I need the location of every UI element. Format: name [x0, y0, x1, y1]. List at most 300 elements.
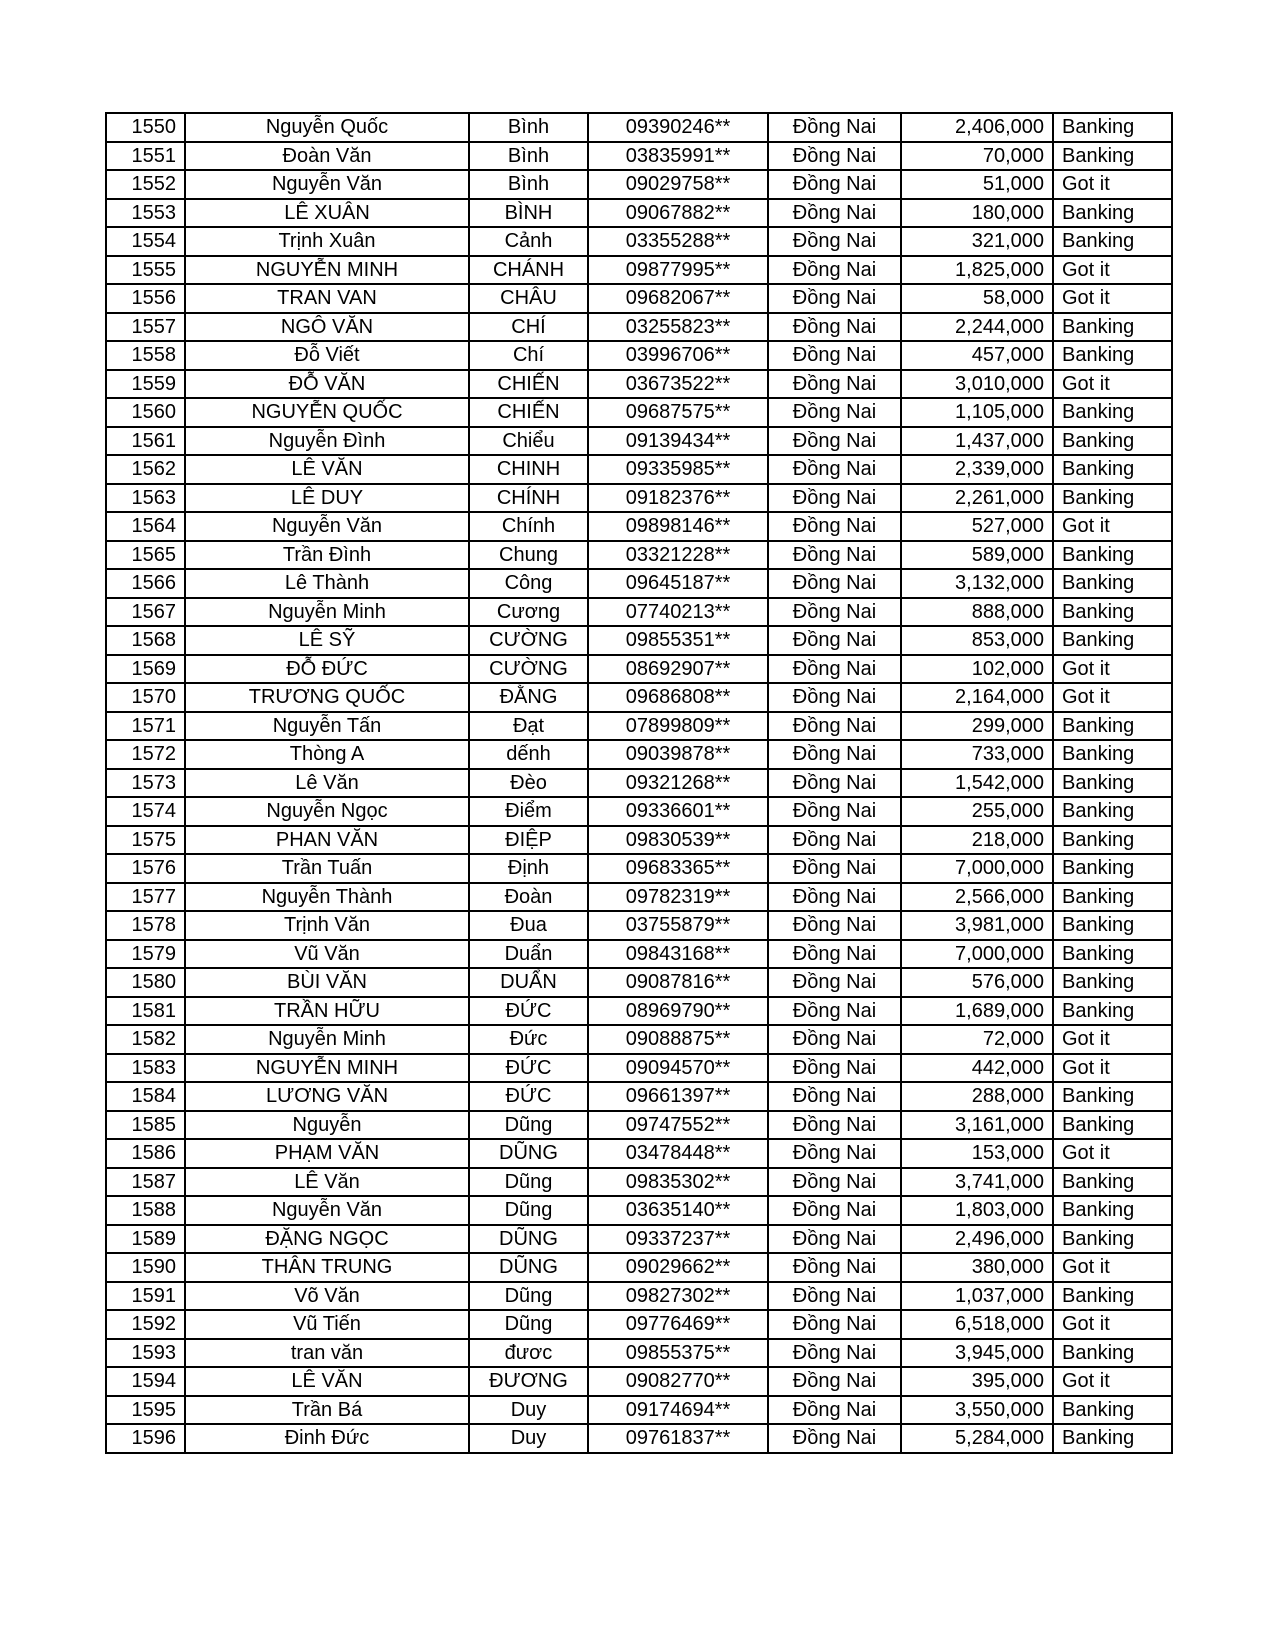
- amount-cell: 3,550,000: [901, 1396, 1053, 1425]
- row-number-cell: 1554: [106, 227, 185, 256]
- last-middle-name-cell: BÙI VĂN: [185, 968, 469, 997]
- row-number-cell: 1566: [106, 569, 185, 598]
- amount-cell: 153,000: [901, 1139, 1053, 1168]
- table-row: [106, 655, 1172, 684]
- last-middle-name-cell: Trần Bá: [185, 1396, 469, 1425]
- payment-method-cell: Banking: [1053, 1424, 1172, 1453]
- table-row: [106, 940, 1172, 969]
- first-name-cell: Đoàn: [469, 883, 588, 912]
- amount-cell: 2,339,000: [901, 455, 1053, 484]
- last-middle-name-cell: Nguyễn Minh: [185, 1025, 469, 1054]
- last-middle-name-cell: NGUYỄN MINH: [185, 256, 469, 285]
- first-name-cell: Dũng: [469, 1111, 588, 1140]
- row-number-cell: 1567: [106, 598, 185, 627]
- province-cell: Đồng Nai: [768, 1082, 901, 1111]
- last-middle-name-cell: Thòng A: [185, 740, 469, 769]
- amount-cell: 1,803,000: [901, 1196, 1053, 1225]
- amount-cell: 2,566,000: [901, 883, 1053, 912]
- province-cell: Đồng Nai: [768, 455, 901, 484]
- phone-number-cell: 07899809**: [588, 712, 768, 741]
- row-number-cell: 1569: [106, 655, 185, 684]
- row-number-cell: 1589: [106, 1225, 185, 1254]
- phone-number-cell: 09776469**: [588, 1310, 768, 1339]
- row-number-cell: 1552: [106, 170, 185, 199]
- row-number-cell: 1555: [106, 256, 185, 285]
- amount-cell: 70,000: [901, 142, 1053, 171]
- table-row: [106, 455, 1172, 484]
- table-row: [106, 398, 1172, 427]
- last-middle-name-cell: LÊ VĂN: [185, 1367, 469, 1396]
- last-middle-name-cell: LÊ DUY: [185, 484, 469, 513]
- payment-method-cell: Banking: [1053, 968, 1172, 997]
- phone-number-cell: 09827302**: [588, 1282, 768, 1311]
- payment-method-cell: Banking: [1053, 113, 1172, 142]
- phone-number-cell: 03755879**: [588, 911, 768, 940]
- table-row: [106, 1367, 1172, 1396]
- phone-number-cell: 03321228**: [588, 541, 768, 570]
- row-number-cell: 1593: [106, 1339, 185, 1368]
- first-name-cell: Cương: [469, 598, 588, 627]
- row-number-cell: 1556: [106, 284, 185, 313]
- payment-method-cell: Banking: [1053, 940, 1172, 969]
- phone-number-cell: 03996706**: [588, 341, 768, 370]
- payment-method-cell: Got it: [1053, 683, 1172, 712]
- row-number-cell: 1559: [106, 370, 185, 399]
- last-middle-name-cell: Nguyễn Minh: [185, 598, 469, 627]
- amount-cell: 2,164,000: [901, 683, 1053, 712]
- amount-cell: 1,689,000: [901, 997, 1053, 1026]
- payment-method-cell: Banking: [1053, 598, 1172, 627]
- row-number-cell: 1584: [106, 1082, 185, 1111]
- phone-number-cell: 09039878**: [588, 740, 768, 769]
- province-cell: Đồng Nai: [768, 1253, 901, 1282]
- payment-method-cell: Banking: [1053, 997, 1172, 1026]
- phone-number-cell: 09855375**: [588, 1339, 768, 1368]
- first-name-cell: DŨNG: [469, 1225, 588, 1254]
- amount-cell: 1,037,000: [901, 1282, 1053, 1311]
- table-row: [106, 1054, 1172, 1083]
- province-cell: Đồng Nai: [768, 740, 901, 769]
- table-row: [106, 1310, 1172, 1339]
- row-number-cell: 1571: [106, 712, 185, 741]
- phone-number-cell: 09843168**: [588, 940, 768, 969]
- phone-number-cell: 09029662**: [588, 1253, 768, 1282]
- row-number-cell: 1560: [106, 398, 185, 427]
- province-cell: Đồng Nai: [768, 626, 901, 655]
- table-row: [106, 142, 1172, 171]
- last-middle-name-cell: Lê Thành: [185, 569, 469, 598]
- last-middle-name-cell: NGÔ VĂN: [185, 313, 469, 342]
- province-cell: Đồng Nai: [768, 256, 901, 285]
- table-row: [106, 997, 1172, 1026]
- first-name-cell: ĐỨC: [469, 1054, 588, 1083]
- table-row: [106, 712, 1172, 741]
- table-row: [106, 370, 1172, 399]
- last-middle-name-cell: LÊ XUÂN: [185, 199, 469, 228]
- province-cell: Đồng Nai: [768, 569, 901, 598]
- table-row: [106, 1225, 1172, 1254]
- province-cell: Đồng Nai: [768, 1282, 901, 1311]
- first-name-cell: dếnh: [469, 740, 588, 769]
- phone-number-cell: 09683365**: [588, 854, 768, 883]
- row-number-cell: 1586: [106, 1139, 185, 1168]
- last-middle-name-cell: LÊ VĂN: [185, 455, 469, 484]
- payment-method-cell: Got it: [1053, 1310, 1172, 1339]
- amount-cell: 589,000: [901, 541, 1053, 570]
- first-name-cell: CHINH: [469, 455, 588, 484]
- amount-cell: 733,000: [901, 740, 1053, 769]
- payment-method-cell: Got it: [1053, 370, 1172, 399]
- last-middle-name-cell: Đoàn Văn: [185, 142, 469, 171]
- province-cell: Đồng Nai: [768, 170, 901, 199]
- amount-cell: 299,000: [901, 712, 1053, 741]
- last-middle-name-cell: Nguyễn Tấn: [185, 712, 469, 741]
- phone-number-cell: 09877995**: [588, 256, 768, 285]
- phone-number-cell: 09686808**: [588, 683, 768, 712]
- amount-cell: 3,010,000: [901, 370, 1053, 399]
- province-cell: Đồng Nai: [768, 1054, 901, 1083]
- row-number-cell: 1592: [106, 1310, 185, 1339]
- phone-number-cell: 09645187**: [588, 569, 768, 598]
- payment-method-cell: Banking: [1053, 1282, 1172, 1311]
- payment-method-cell: Banking: [1053, 1396, 1172, 1425]
- row-number-cell: 1574: [106, 797, 185, 826]
- first-name-cell: Định: [469, 854, 588, 883]
- province-cell: Đồng Nai: [768, 712, 901, 741]
- row-number-cell: 1551: [106, 142, 185, 171]
- row-number-cell: 1581: [106, 997, 185, 1026]
- table-row: [106, 1082, 1172, 1111]
- table-row: [106, 284, 1172, 313]
- phone-number-cell: 09088875**: [588, 1025, 768, 1054]
- table-row: [106, 341, 1172, 370]
- table-row: [106, 1025, 1172, 1054]
- table-row: [106, 1168, 1172, 1197]
- row-number-cell: 1577: [106, 883, 185, 912]
- province-cell: Đồng Nai: [768, 883, 901, 912]
- row-number-cell: 1563: [106, 484, 185, 513]
- last-middle-name-cell: NGUYỄN MINH: [185, 1054, 469, 1083]
- first-name-cell: DŨNG: [469, 1253, 588, 1282]
- last-middle-name-cell: Lê Văn: [185, 769, 469, 798]
- row-number-cell: 1557: [106, 313, 185, 342]
- first-name-cell: CHÁNH: [469, 256, 588, 285]
- row-number-cell: 1595: [106, 1396, 185, 1425]
- table-row: [106, 227, 1172, 256]
- phone-number-cell: 09139434**: [588, 427, 768, 456]
- amount-cell: 7,000,000: [901, 940, 1053, 969]
- phone-number-cell: 09390246**: [588, 113, 768, 142]
- first-name-cell: Bình: [469, 142, 588, 171]
- payment-method-cell: Banking: [1053, 142, 1172, 171]
- table-row: [106, 797, 1172, 826]
- table-body: [106, 113, 1172, 1453]
- phone-number-cell: 07740213**: [588, 598, 768, 627]
- first-name-cell: Chung: [469, 541, 588, 570]
- first-name-cell: Duy: [469, 1424, 588, 1453]
- last-middle-name-cell: LÊ SỸ: [185, 626, 469, 655]
- phone-number-cell: 09898146**: [588, 512, 768, 541]
- amount-cell: 3,981,000: [901, 911, 1053, 940]
- province-cell: Đồng Nai: [768, 997, 901, 1026]
- last-middle-name-cell: Nguyễn Văn: [185, 170, 469, 199]
- last-middle-name-cell: LƯƠNG VĂN: [185, 1082, 469, 1111]
- province-cell: Đồng Nai: [768, 113, 901, 142]
- province-cell: Đồng Nai: [768, 854, 901, 883]
- payment-method-cell: Banking: [1053, 883, 1172, 912]
- province-cell: Đồng Nai: [768, 1025, 901, 1054]
- amount-cell: 3,741,000: [901, 1168, 1053, 1197]
- phone-number-cell: 09835302**: [588, 1168, 768, 1197]
- province-cell: Đồng Nai: [768, 284, 901, 313]
- province-cell: Đồng Nai: [768, 1367, 901, 1396]
- amount-cell: 6,518,000: [901, 1310, 1053, 1339]
- row-number-cell: 1579: [106, 940, 185, 969]
- last-middle-name-cell: NGUYỄN QUỐC: [185, 398, 469, 427]
- first-name-cell: Bình: [469, 113, 588, 142]
- payment-method-cell: Banking: [1053, 341, 1172, 370]
- first-name-cell: Dũng: [469, 1282, 588, 1311]
- province-cell: Đồng Nai: [768, 199, 901, 228]
- phone-number-cell: 03478448**: [588, 1139, 768, 1168]
- payment-method-cell: Banking: [1053, 1111, 1172, 1140]
- first-name-cell: Chí: [469, 341, 588, 370]
- province-cell: Đồng Nai: [768, 1310, 901, 1339]
- table-row: [106, 911, 1172, 940]
- amount-cell: 3,161,000: [901, 1111, 1053, 1140]
- last-middle-name-cell: TRƯƠNG QUỐC: [185, 683, 469, 712]
- table-row: [106, 569, 1172, 598]
- phone-number-cell: 09336601**: [588, 797, 768, 826]
- row-number-cell: 1572: [106, 740, 185, 769]
- first-name-cell: Bình: [469, 170, 588, 199]
- province-cell: Đồng Nai: [768, 655, 901, 684]
- first-name-cell: Chiểu: [469, 427, 588, 456]
- amount-cell: 380,000: [901, 1253, 1053, 1282]
- table-row: [106, 1253, 1172, 1282]
- first-name-cell: CƯỜNG: [469, 626, 588, 655]
- table-row: [106, 484, 1172, 513]
- province-cell: Đồng Nai: [768, 1139, 901, 1168]
- payment-method-cell: Banking: [1053, 1196, 1172, 1225]
- row-number-cell: 1587: [106, 1168, 185, 1197]
- payment-method-cell: Banking: [1053, 797, 1172, 826]
- province-cell: Đồng Nai: [768, 797, 901, 826]
- first-name-cell: ĐƯƠNG: [469, 1367, 588, 1396]
- phone-number-cell: 08692907**: [588, 655, 768, 684]
- last-middle-name-cell: THÂN TRUNG: [185, 1253, 469, 1282]
- table-row: [106, 199, 1172, 228]
- row-number-cell: 1570: [106, 683, 185, 712]
- amount-cell: 288,000: [901, 1082, 1053, 1111]
- first-name-cell: Đua: [469, 911, 588, 940]
- phone-number-cell: 09321268**: [588, 769, 768, 798]
- amount-cell: 1,542,000: [901, 769, 1053, 798]
- first-name-cell: ĐỨC: [469, 997, 588, 1026]
- first-name-cell: CƯỜNG: [469, 655, 588, 684]
- row-number-cell: 1591: [106, 1282, 185, 1311]
- last-middle-name-cell: Võ Văn: [185, 1282, 469, 1311]
- last-middle-name-cell: Trịnh Xuân: [185, 227, 469, 256]
- last-middle-name-cell: PHAN VĂN: [185, 826, 469, 855]
- row-number-cell: 1585: [106, 1111, 185, 1140]
- table-row: [106, 1339, 1172, 1368]
- phone-number-cell: 09087816**: [588, 968, 768, 997]
- table-row: [106, 683, 1172, 712]
- row-number-cell: 1596: [106, 1424, 185, 1453]
- first-name-cell: Điểm: [469, 797, 588, 826]
- last-middle-name-cell: Đinh Đức: [185, 1424, 469, 1453]
- last-middle-name-cell: Nguyễn Văn: [185, 1196, 469, 1225]
- phone-number-cell: 03635140**: [588, 1196, 768, 1225]
- first-name-cell: Duẩn: [469, 940, 588, 969]
- last-middle-name-cell: ĐỖ ĐỨC: [185, 655, 469, 684]
- phone-number-cell: 09174694**: [588, 1396, 768, 1425]
- payment-method-cell: Banking: [1053, 712, 1172, 741]
- phone-number-cell: 03255823**: [588, 313, 768, 342]
- phone-number-cell: 03835991**: [588, 142, 768, 171]
- table-row: [106, 968, 1172, 997]
- amount-cell: 58,000: [901, 284, 1053, 313]
- province-cell: Đồng Nai: [768, 769, 901, 798]
- payment-method-cell: Got it: [1053, 1253, 1172, 1282]
- amount-cell: 395,000: [901, 1367, 1053, 1396]
- amount-cell: 51,000: [901, 170, 1053, 199]
- last-middle-name-cell: TRAN VAN: [185, 284, 469, 313]
- province-cell: Đồng Nai: [768, 1168, 901, 1197]
- payment-method-cell: Banking: [1053, 1168, 1172, 1197]
- last-middle-name-cell: Nguyễn Đình: [185, 427, 469, 456]
- last-middle-name-cell: Đỗ Viết: [185, 341, 469, 370]
- table-row: [106, 1111, 1172, 1140]
- amount-cell: 180,000: [901, 199, 1053, 228]
- amount-cell: 2,261,000: [901, 484, 1053, 513]
- amount-cell: 1,825,000: [901, 256, 1053, 285]
- first-name-cell: ĐẰNG: [469, 683, 588, 712]
- table-row: [106, 313, 1172, 342]
- row-number-cell: 1590: [106, 1253, 185, 1282]
- last-middle-name-cell: tran văn: [185, 1339, 469, 1368]
- first-name-cell: BÌNH: [469, 199, 588, 228]
- table-row: [106, 626, 1172, 655]
- table-row: [106, 170, 1172, 199]
- province-cell: Đồng Nai: [768, 683, 901, 712]
- last-middle-name-cell: ĐỖ VĂN: [185, 370, 469, 399]
- payment-method-cell: Banking: [1053, 569, 1172, 598]
- phone-number-cell: 09682067**: [588, 284, 768, 313]
- amount-cell: 853,000: [901, 626, 1053, 655]
- amount-cell: 3,945,000: [901, 1339, 1053, 1368]
- province-cell: Đồng Nai: [768, 370, 901, 399]
- last-middle-name-cell: TRẦN HỮU: [185, 997, 469, 1026]
- last-middle-name-cell: Nguyễn Văn: [185, 512, 469, 541]
- first-name-cell: CHIẾN: [469, 398, 588, 427]
- phone-number-cell: 09337237**: [588, 1225, 768, 1254]
- payment-method-cell: Got it: [1053, 256, 1172, 285]
- phone-number-cell: 09761837**: [588, 1424, 768, 1453]
- phone-number-cell: 09661397**: [588, 1082, 768, 1111]
- amount-cell: 72,000: [901, 1025, 1053, 1054]
- table-row: [106, 113, 1172, 142]
- row-number-cell: 1580: [106, 968, 185, 997]
- phone-number-cell: 09182376**: [588, 484, 768, 513]
- last-middle-name-cell: Vũ Tiến: [185, 1310, 469, 1339]
- row-number-cell: 1588: [106, 1196, 185, 1225]
- phone-number-cell: 09830539**: [588, 826, 768, 855]
- phone-number-cell: 09094570**: [588, 1054, 768, 1083]
- payment-method-cell: Banking: [1053, 427, 1172, 456]
- payment-method-cell: Got it: [1053, 1054, 1172, 1083]
- payment-method-cell: Banking: [1053, 626, 1172, 655]
- amount-cell: 2,244,000: [901, 313, 1053, 342]
- table-row: [106, 1282, 1172, 1311]
- payment-method-cell: Banking: [1053, 911, 1172, 940]
- first-name-cell: Dũng: [469, 1196, 588, 1225]
- table-row: [106, 854, 1172, 883]
- last-middle-name-cell: Trần Tuấn: [185, 854, 469, 883]
- payment-method-cell: Banking: [1053, 854, 1172, 883]
- first-name-cell: Chính: [469, 512, 588, 541]
- payment-method-cell: Got it: [1053, 655, 1172, 684]
- first-name-cell: CHÍ: [469, 313, 588, 342]
- phone-number-cell: 03355288**: [588, 227, 768, 256]
- table-row: [106, 1424, 1172, 1453]
- amount-cell: 3,132,000: [901, 569, 1053, 598]
- amount-cell: 576,000: [901, 968, 1053, 997]
- table-row: [106, 1139, 1172, 1168]
- row-number-cell: 1565: [106, 541, 185, 570]
- amount-cell: 1,437,000: [901, 427, 1053, 456]
- last-middle-name-cell: PHẠM VĂN: [185, 1139, 469, 1168]
- amount-cell: 7,000,000: [901, 854, 1053, 883]
- phone-number-cell: 08969790**: [588, 997, 768, 1026]
- first-name-cell: Đức: [469, 1025, 588, 1054]
- row-number-cell: 1583: [106, 1054, 185, 1083]
- province-cell: Đồng Nai: [768, 142, 901, 171]
- last-middle-name-cell: ĐẶNG NGỌC: [185, 1225, 469, 1254]
- province-cell: Đồng Nai: [768, 826, 901, 855]
- province-cell: Đồng Nai: [768, 1339, 901, 1368]
- payment-method-cell: Banking: [1053, 1339, 1172, 1368]
- phone-number-cell: 09687575**: [588, 398, 768, 427]
- province-cell: Đồng Nai: [768, 541, 901, 570]
- last-middle-name-cell: Nguyễn Quốc: [185, 113, 469, 142]
- first-name-cell: Cảnh: [469, 227, 588, 256]
- first-name-cell: Công: [469, 569, 588, 598]
- first-name-cell: CHIẾN: [469, 370, 588, 399]
- row-number-cell: 1582: [106, 1025, 185, 1054]
- first-name-cell: CHÂU: [469, 284, 588, 313]
- province-cell: Đồng Nai: [768, 427, 901, 456]
- table-row: [106, 826, 1172, 855]
- payment-method-cell: Banking: [1053, 541, 1172, 570]
- payment-method-cell: Got it: [1053, 1025, 1172, 1054]
- payment-method-cell: Got it: [1053, 170, 1172, 199]
- row-number-cell: 1573: [106, 769, 185, 798]
- payment-method-cell: Got it: [1053, 1367, 1172, 1396]
- phone-number-cell: 09855351**: [588, 626, 768, 655]
- data-table: [105, 112, 1173, 1454]
- row-number-cell: 1561: [106, 427, 185, 456]
- province-cell: Đồng Nai: [768, 968, 901, 997]
- payment-method-cell: Banking: [1053, 199, 1172, 228]
- payment-method-cell: Banking: [1053, 1225, 1172, 1254]
- province-cell: Đồng Nai: [768, 598, 901, 627]
- table-row: [106, 1196, 1172, 1225]
- province-cell: Đồng Nai: [768, 1396, 901, 1425]
- row-number-cell: 1553: [106, 199, 185, 228]
- payment-method-cell: Got it: [1053, 1139, 1172, 1168]
